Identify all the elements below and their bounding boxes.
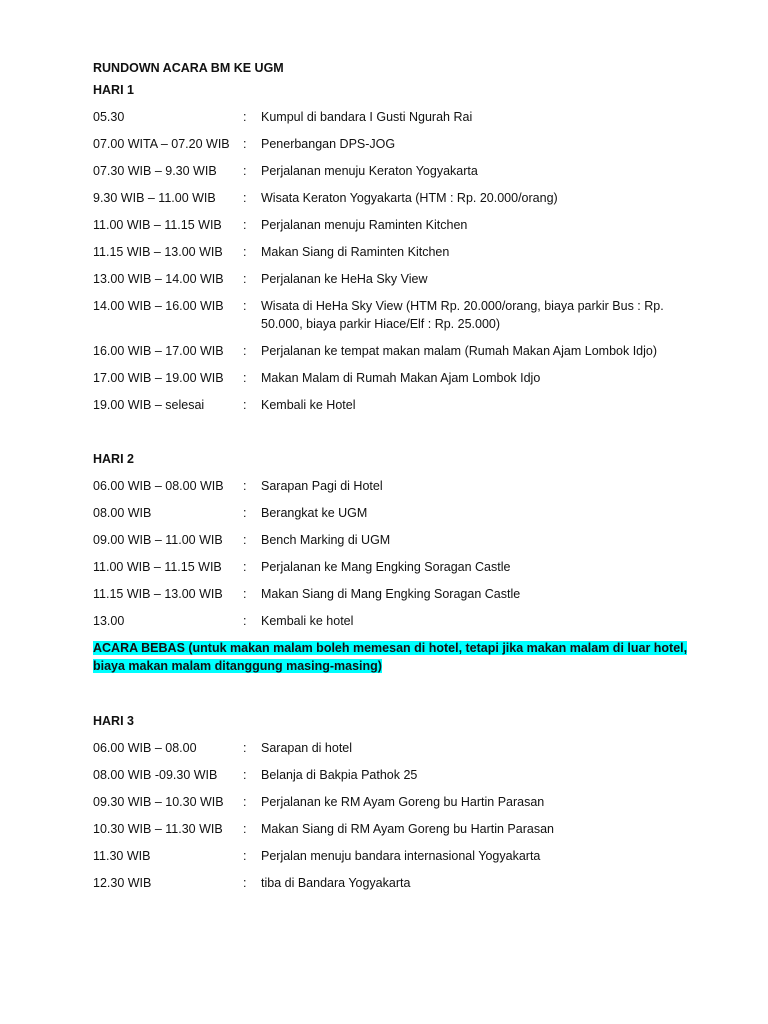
schedule-separator: :: [243, 822, 247, 836]
schedule-row: [93, 766, 693, 793]
schedule-separator: :: [243, 741, 247, 755]
schedule-row: [93, 189, 693, 216]
schedule-time: 11.30 WIB: [93, 849, 151, 863]
schedule-activity: Perjalanan menuju Keraton Yogyakarta: [261, 164, 478, 178]
day-section-1: [93, 81, 693, 423]
schedule-time: 16.00 WIB – 17.00 WIB: [93, 344, 224, 358]
day-heading: HARI 2: [93, 452, 134, 466]
schedule-time: 11.15 WIB – 13.00 WIB: [93, 245, 223, 259]
schedule-separator: :: [243, 398, 247, 412]
day-heading: HARI 3: [93, 714, 134, 728]
schedule-row: [93, 504, 693, 531]
schedule-time: 05.30: [93, 110, 125, 124]
schedule-row: [93, 108, 693, 135]
schedule-row: [93, 874, 693, 901]
schedule-time: 08.00 WIB: [93, 506, 152, 520]
schedule-activity: Makan Siang di Mang Engking Soragan Castle: [261, 587, 521, 601]
schedule-row: [93, 558, 693, 585]
schedule-separator: :: [243, 849, 247, 863]
schedule-separator: :: [243, 614, 247, 628]
schedule-row: [93, 396, 693, 423]
schedule-time: 9.30 WIB – 11.00 WIB: [93, 191, 216, 205]
schedule-separator: :: [243, 110, 247, 124]
schedule-time: 13.00 WIB – 14.00 WIB: [93, 272, 224, 286]
schedule-activity: Kembali ke Hotel: [261, 398, 356, 412]
schedule-time: 11.00 WIB – 11.15 WIB: [93, 218, 222, 232]
schedule-time: 11.00 WIB – 11.15 WIB: [93, 560, 222, 574]
schedule-time: 07.00 WITA – 07.20 WIB: [93, 137, 230, 151]
section-spacer: [93, 685, 693, 712]
schedule-separator: :: [243, 533, 247, 547]
schedule-activity: Penerbangan DPS-JOG: [261, 137, 396, 151]
schedule-row: [93, 793, 693, 820]
schedule-activity: Makan Siang di RM Ayam Goreng bu Hartin Parasan: [261, 822, 554, 836]
schedule-row: [93, 297, 693, 342]
schedule-activity: Sarapan Pagi di Hotel: [261, 479, 383, 493]
schedule-row: [93, 585, 693, 612]
document-page: [93, 59, 693, 901]
day-section-2: [93, 450, 693, 675]
schedule-time: 11.15 WIB – 13.00 WIB: [93, 587, 223, 601]
schedule-row: [93, 531, 693, 558]
schedule-row: [93, 612, 693, 639]
schedule-activity: Kumpul di bandara I Gusti Ngurah Rai: [261, 110, 473, 124]
schedule-row: [93, 216, 693, 243]
schedule-activity: Perjalanan ke HeHa Sky View: [261, 272, 428, 286]
schedule-separator: :: [243, 137, 247, 151]
schedule-separator: :: [243, 164, 247, 178]
day-heading: HARI 1: [93, 83, 134, 97]
schedule-activity: Wisata Keraton Yogyakarta (HTM : Rp. 20.000/orang): [261, 191, 558, 205]
schedule-separator: :: [243, 768, 247, 782]
schedule-separator: :: [243, 299, 247, 313]
schedule-row: [93, 162, 693, 189]
schedule-activity: Perjalan menuju bandara internasional Yogyakarta: [261, 849, 541, 863]
schedule-activity: Bench Marking di UGM: [261, 533, 391, 547]
highlighted-note-text: ACARA BEBAS (untuk makan malam boleh memesan di hotel, tetapi jika makan malam di luar hotel, biaya makan malam ditanggung masing-masing): [93, 641, 688, 673]
schedule-activity: Makan Siang di Raminten Kitchen: [261, 245, 450, 259]
schedule-activity: Perjalanan ke tempat makan malam (Rumah Makan Ajam Lombok Idjo): [261, 344, 658, 358]
schedule-row: [93, 243, 693, 270]
schedule-separator: :: [243, 560, 247, 574]
schedule-activity: Berangkat ke UGM: [261, 506, 368, 520]
schedule-activity: Sarapan di hotel: [261, 741, 353, 755]
schedule-time: 10.30 WIB – 11.30 WIB: [93, 822, 223, 836]
schedule-row: [93, 369, 693, 396]
schedule-time: 06.00 WIB – 08.00 WIB: [93, 479, 224, 493]
schedule-row: [93, 342, 693, 369]
schedule-row: [93, 270, 693, 297]
schedule-activity: Perjalanan ke Mang Engking Soragan Castle: [261, 560, 511, 574]
schedule-separator: :: [243, 795, 247, 809]
schedule-time: 12.30 WIB: [93, 876, 152, 890]
schedule-separator: :: [243, 876, 247, 890]
schedule-activity: tiba di Bandara Yogyakarta: [261, 876, 411, 890]
schedule-activity: Makan Malam di Rumah Makan Ajam Lombok Idjo: [261, 371, 541, 385]
schedule-activity: Perjalanan menuju Raminten Kitchen: [261, 218, 468, 232]
schedule-separator: :: [243, 479, 247, 493]
schedule-separator: :: [243, 191, 247, 205]
section-spacer: [93, 423, 693, 450]
schedule-separator: :: [243, 245, 247, 259]
schedule-row: [93, 847, 693, 874]
schedule-separator: :: [243, 344, 247, 358]
schedule-time: 09.00 WIB – 11.00 WIB: [93, 533, 223, 547]
schedule-time: 14.00 WIB – 16.00 WIB: [93, 299, 224, 313]
document-title: RUNDOWN ACARA BM KE UGM: [93, 61, 284, 75]
schedule-activity: Belanja di Bakpia Pathok 25: [261, 768, 418, 782]
schedule-time: 07.30 WIB – 9.30 WIB: [93, 164, 217, 178]
schedule-time: 08.00 WIB -09.30 WIB: [93, 768, 218, 782]
schedule-time: 13.00: [93, 614, 125, 628]
schedule-row: [93, 135, 693, 162]
schedule-separator: :: [243, 506, 247, 520]
schedule-activity: Perjalanan ke RM Ayam Goreng bu Hartin Parasan: [261, 795, 545, 809]
schedule-separator: :: [243, 218, 247, 232]
free-program-note: [93, 639, 693, 675]
day-section-3: [93, 712, 693, 901]
schedule-row: [93, 477, 693, 504]
schedule-separator: :: [243, 371, 247, 385]
schedule-time: 19.00 WIB – selesai: [93, 398, 205, 412]
schedule-time: 09.30 WIB – 10.30 WIB: [93, 795, 224, 809]
schedule-row: [93, 820, 693, 847]
schedule-time: 17.00 WIB – 19.00 WIB: [93, 371, 224, 385]
schedule-separator: :: [243, 272, 247, 286]
schedule-activity: Wisata di HeHa Sky View (HTM Rp. 20.000/orang, biaya parkir Bus : Rp. 50.000, biaya parkir Hiace/Elf : Rp. 25.000): [261, 299, 664, 331]
schedule-separator: :: [243, 587, 247, 601]
schedule-time: 06.00 WIB – 08.00: [93, 741, 197, 755]
schedule-activity: Kembali ke hotel: [261, 614, 354, 628]
schedule-row: [93, 739, 693, 766]
